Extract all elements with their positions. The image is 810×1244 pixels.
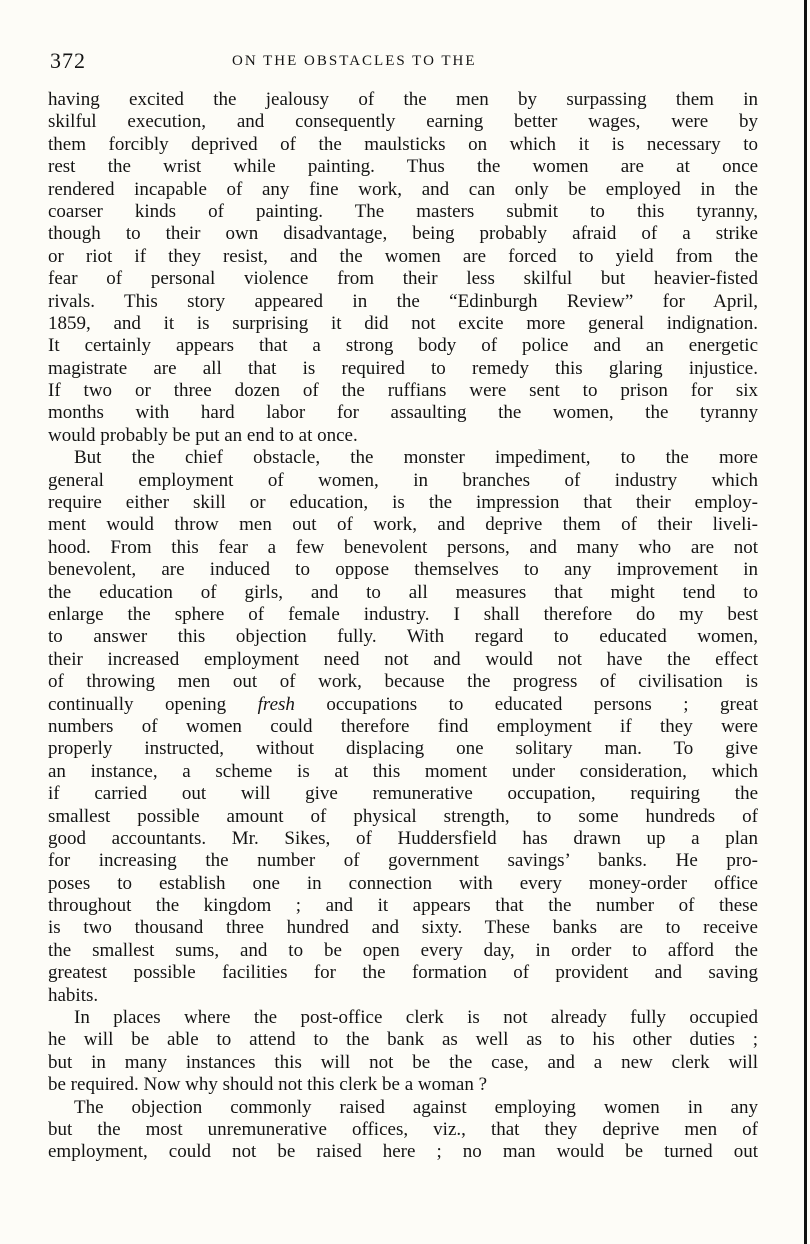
text-line: throughout the kingdom ; and it appears that the number of these (48, 895, 758, 917)
text-line: 1859, and it is surprising it did not excite more general indignation. (48, 312, 758, 334)
text-line: though to their own disadvantage, being probably afraid of a strike (48, 223, 758, 245)
text-line: fear of personal violence from their less skilful but heavier-fisted (48, 268, 758, 290)
running-head: ON THE OBSTACLES TO THE (232, 53, 477, 69)
page-header (50, 48, 770, 78)
text-line: an instance, a scheme is at this moment under consideration, which (48, 760, 758, 782)
text-line: hood. From this fear a few benevolent persons, and many who are not (48, 536, 758, 558)
text-line: enlarge the sphere of female industry. I shall therefore do my best (48, 603, 758, 625)
text-line: he will be able to attend to the bank as well as to his other duties ; (48, 1029, 758, 1051)
paragraph-first-line: In places where the post-office clerk is not already fully occupied (74, 1007, 758, 1029)
text-line: to answer this objection fully. With regard to educated women, (48, 626, 758, 648)
text-line: would probably be put an end to at once. (48, 424, 358, 446)
paragraph-first-line: The objection commonly raised against employing women in any (74, 1096, 758, 1118)
text-line: magistrate are all that is required to remedy this glaring injustice. (48, 357, 758, 379)
text-line: months with hard labor for assaulting the women, the tyranny (48, 402, 758, 424)
page-edge-rule (804, 0, 807, 1244)
text-line: of throwing men out of work, because the progress of civilisation is (48, 671, 758, 693)
text-line: having excited the jealousy of the men by surpassing them in (48, 89, 758, 110)
text-line: the education of girls, and to all measures that might tend to (48, 581, 758, 603)
text-line-with-italic (48, 694, 758, 716)
text-line: employment, could not be raised here ; no man would be turned out (48, 1141, 758, 1163)
text-line: be required. Now why should not this clerk be a woman ? (48, 1074, 488, 1096)
text-line: rest the wrist while painting. Thus the women are at once (48, 156, 758, 178)
line-segment: continually opening (48, 693, 258, 715)
text-line: ment would throw men out of work, and deprive them of their liveli- (48, 514, 758, 536)
text-line: poses to establish one in connection with every money-order office (48, 872, 758, 894)
text-line: greatest possible facilities for the formation of provident and saving (48, 962, 758, 984)
page-number: 372 (50, 48, 86, 73)
text-line: require either skill or education, is the impression that their employ- (48, 492, 758, 514)
text-line: smallest possible amount of physical strength, to some hundreds of (48, 805, 758, 827)
italic-word: fresh (257, 693, 295, 715)
body-text (48, 89, 758, 1164)
text-line: rendered incapable of any fine work, and can only be employed in the (48, 178, 758, 200)
text-line: coarser kinds of painting. The masters submit to this tyranny, (48, 200, 758, 222)
text-line: is two thousand three hundred and sixty. These banks are to receive (48, 917, 758, 939)
text-line: but the most unremunerative offices, viz., that they deprive men of (48, 1118, 758, 1140)
text-line: general employment of women, in branches of industry which (48, 469, 758, 491)
line-segment: occupations to educated persons ; great (294, 693, 758, 715)
text-line: benevolent, are induced to oppose themselves to any improvement in (48, 559, 758, 581)
paragraph-first-line: But the chief obstacle, the monster impediment, to the more (74, 447, 758, 469)
text-line: if carried out will give remunerative occupation, requiring the (48, 783, 758, 805)
text-line: the smallest sums, and to be open every day, in order to afford the (48, 939, 758, 961)
text-line: but in many instances this will not be the case, and a new clerk will (48, 1051, 758, 1073)
text-line: skilful execution, and consequently earning better wages, were by (48, 111, 758, 133)
text-line: habits. (48, 984, 99, 1006)
text-line: their increased employment need not and would not have the effect (48, 648, 758, 670)
text-line: It certainly appears that a strong body of police and an energetic (48, 335, 758, 357)
text-line: rivals. This story appeared in the “Edinburgh Review” for April, (48, 290, 758, 312)
text-line: for increasing the number of government savings’ banks. He pro- (48, 850, 758, 872)
text-line: good accountants. Mr. Sikes, of Huddersfield has drawn up a plan (48, 827, 758, 849)
text-line: properly instructed, without displacing one solitary man. To give (48, 738, 758, 760)
text-line: numbers of women could therefore find employment if they were (48, 715, 758, 737)
text-line: them forcibly deprived of the maulsticks on which it is necessary to (48, 133, 758, 155)
text-line: If two or three dozen of the ruffians were sent to prison for six (48, 380, 758, 402)
text-line: or riot if they resist, and the women are forced to yield from the (48, 245, 758, 267)
